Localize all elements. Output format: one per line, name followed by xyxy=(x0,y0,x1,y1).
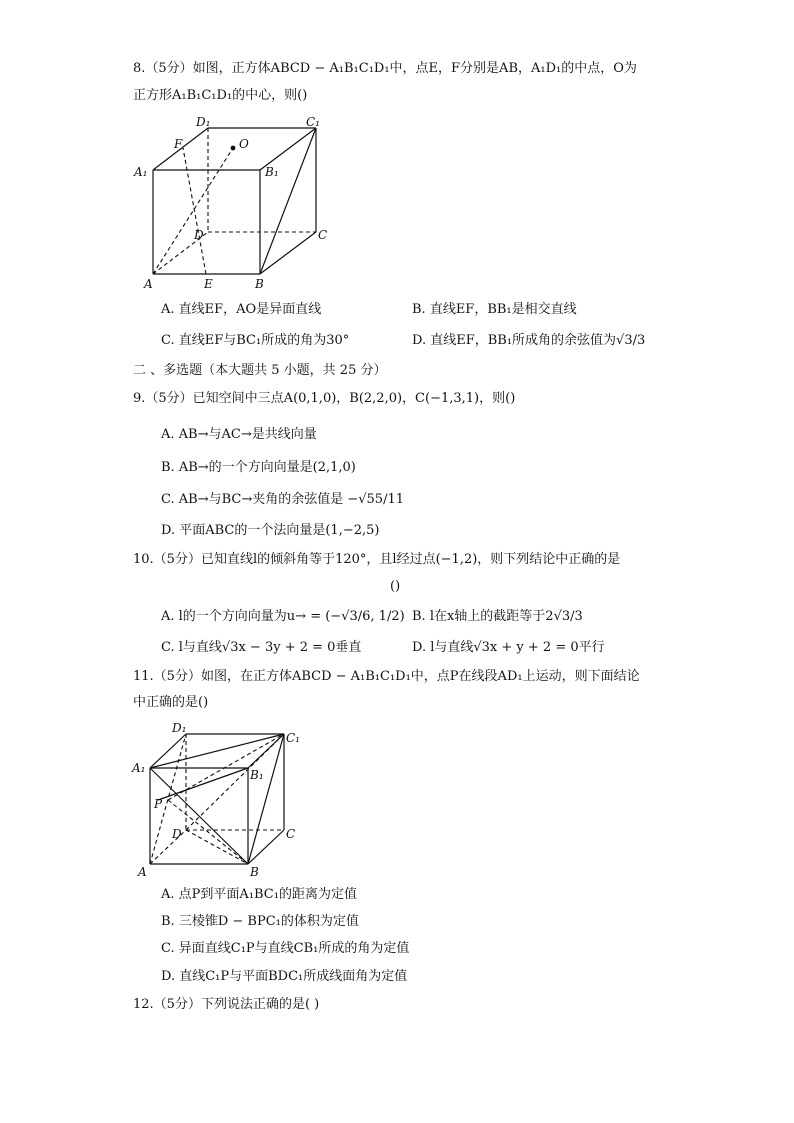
q10-option-d[interactable]: D. l与直线√3x + y + 2 = 0平行 xyxy=(412,640,605,655)
q10-option-b[interactable]: B. l在x轴上的截距等于2√3/3 xyxy=(412,609,583,624)
section-heading: 二 、多选题（本大题共 5 小题，共 25 分） xyxy=(133,363,387,378)
q11-stem-line1: 11.（5分）如图，在正方体ABCD − A₁B₁C₁D₁中，点P在线段AD₁上运动，则下面结论 xyxy=(133,669,640,684)
q9-option-d[interactable]: D. 平面ABC的一个法向量是(1,−2,5) xyxy=(161,523,380,538)
q8-stem-line1: 8.（5分）如图，正方体ABCD − A₁B₁C₁D₁中，点E，F分别是AB，A₁D₁的中点，O为 xyxy=(133,61,637,76)
q11-option-c[interactable]: C. 异面直线C₁P与直线CB₁所成的角为定值 xyxy=(161,941,410,956)
q8-label-O: O xyxy=(239,137,249,151)
q9-option-c[interactable]: C. AB→与BC→夹角的余弦值是 −√55/11 xyxy=(161,492,404,507)
q8-stem-line2: 正方形A₁B₁C₁D₁的中心，则() xyxy=(133,88,308,103)
q8-label-D: D xyxy=(194,228,204,242)
q11-line-PB1 xyxy=(158,768,248,800)
q12-stem: 12.（5分）下列说法正确的是( ) xyxy=(133,997,320,1012)
q10-option-c[interactable]: C. l与直线√3x − 3y + 2 = 0垂直 xyxy=(161,640,362,655)
q11-line-DB xyxy=(186,830,248,864)
q8-label-C1: C₁ xyxy=(306,115,320,129)
q8-label-B1: B₁ xyxy=(265,165,279,179)
q11-stem-line2: 中正确的是() xyxy=(133,695,209,710)
q10-stem-line2: () xyxy=(390,579,401,594)
q8-option-b[interactable]: B. 直线EF，BB₁是相交直线 xyxy=(412,302,577,317)
q8-point-O xyxy=(231,146,236,151)
q11-label-D: D xyxy=(172,827,182,841)
q8-label-C: C xyxy=(318,228,328,242)
q8-cube-figure xyxy=(128,112,338,292)
q11-label-C1: C₁ xyxy=(286,731,300,745)
q8-line-EF xyxy=(183,148,206,274)
q11-diag-A1C1 xyxy=(150,734,284,768)
q11-label-B1: B₁ xyxy=(250,768,264,782)
q9-option-b[interactable]: B. AB→的一个方向向量是(2,1,0) xyxy=(161,460,356,475)
q8-label-A1: A₁ xyxy=(134,165,148,179)
q11-edge-BC xyxy=(248,830,284,864)
q10-option-a[interactable]: A. l的一个方向向量为u→ = (−√3/6, 1/2) xyxy=(161,609,405,624)
q11-label-B: B xyxy=(250,865,259,879)
q11-cube-figure xyxy=(128,716,318,882)
q8-label-B: B xyxy=(255,277,264,291)
q11-diag-BC1 xyxy=(248,734,284,864)
q10-stem-line1: 10.（5分）已知直线l的倾斜角等于120°，且l经过点(−1,2)，则下列结论中正确的是 xyxy=(133,552,621,567)
q11-label-A: A xyxy=(138,865,147,879)
q11-label-P: P xyxy=(154,797,163,811)
q8-diag-BC1 xyxy=(260,128,316,274)
q8-label-A: A xyxy=(144,277,153,291)
q9-option-a[interactable]: A. AB→与AC→是共线向量 xyxy=(161,427,317,442)
q8-option-a[interactable]: A. 直线EF，AO是异面直线 xyxy=(161,302,322,317)
q11-option-a[interactable]: A. 点P到平面A₁BC₁的距离为定值 xyxy=(161,887,357,902)
q8-label-F: F xyxy=(174,137,183,151)
q11-label-C: C xyxy=(286,827,296,841)
q8-line-AO xyxy=(153,148,233,274)
q8-label-E: E xyxy=(204,277,213,291)
q11-option-d[interactable]: D. 直线C₁P与平面BDC₁所成线面角为定值 xyxy=(161,969,408,984)
q11-label-A1: A₁ xyxy=(132,761,146,775)
q9-stem: 9.（5分）已知空间中三点A(0,1,0)，B(2,2,0)，C(−1,3,1)，则() xyxy=(133,391,516,406)
q8-option-d[interactable]: D. 直线EF，BB₁所成角的余弦值为√3/3 xyxy=(412,333,646,348)
q11-option-b[interactable]: B. 三棱锥D − BPC₁的体积为定值 xyxy=(161,914,359,929)
q11-label-D1: D₁ xyxy=(172,721,187,735)
q8-option-c[interactable]: C. 直线EF与BC₁所成的角为30° xyxy=(161,333,350,348)
q8-label-D1: D₁ xyxy=(196,115,211,129)
